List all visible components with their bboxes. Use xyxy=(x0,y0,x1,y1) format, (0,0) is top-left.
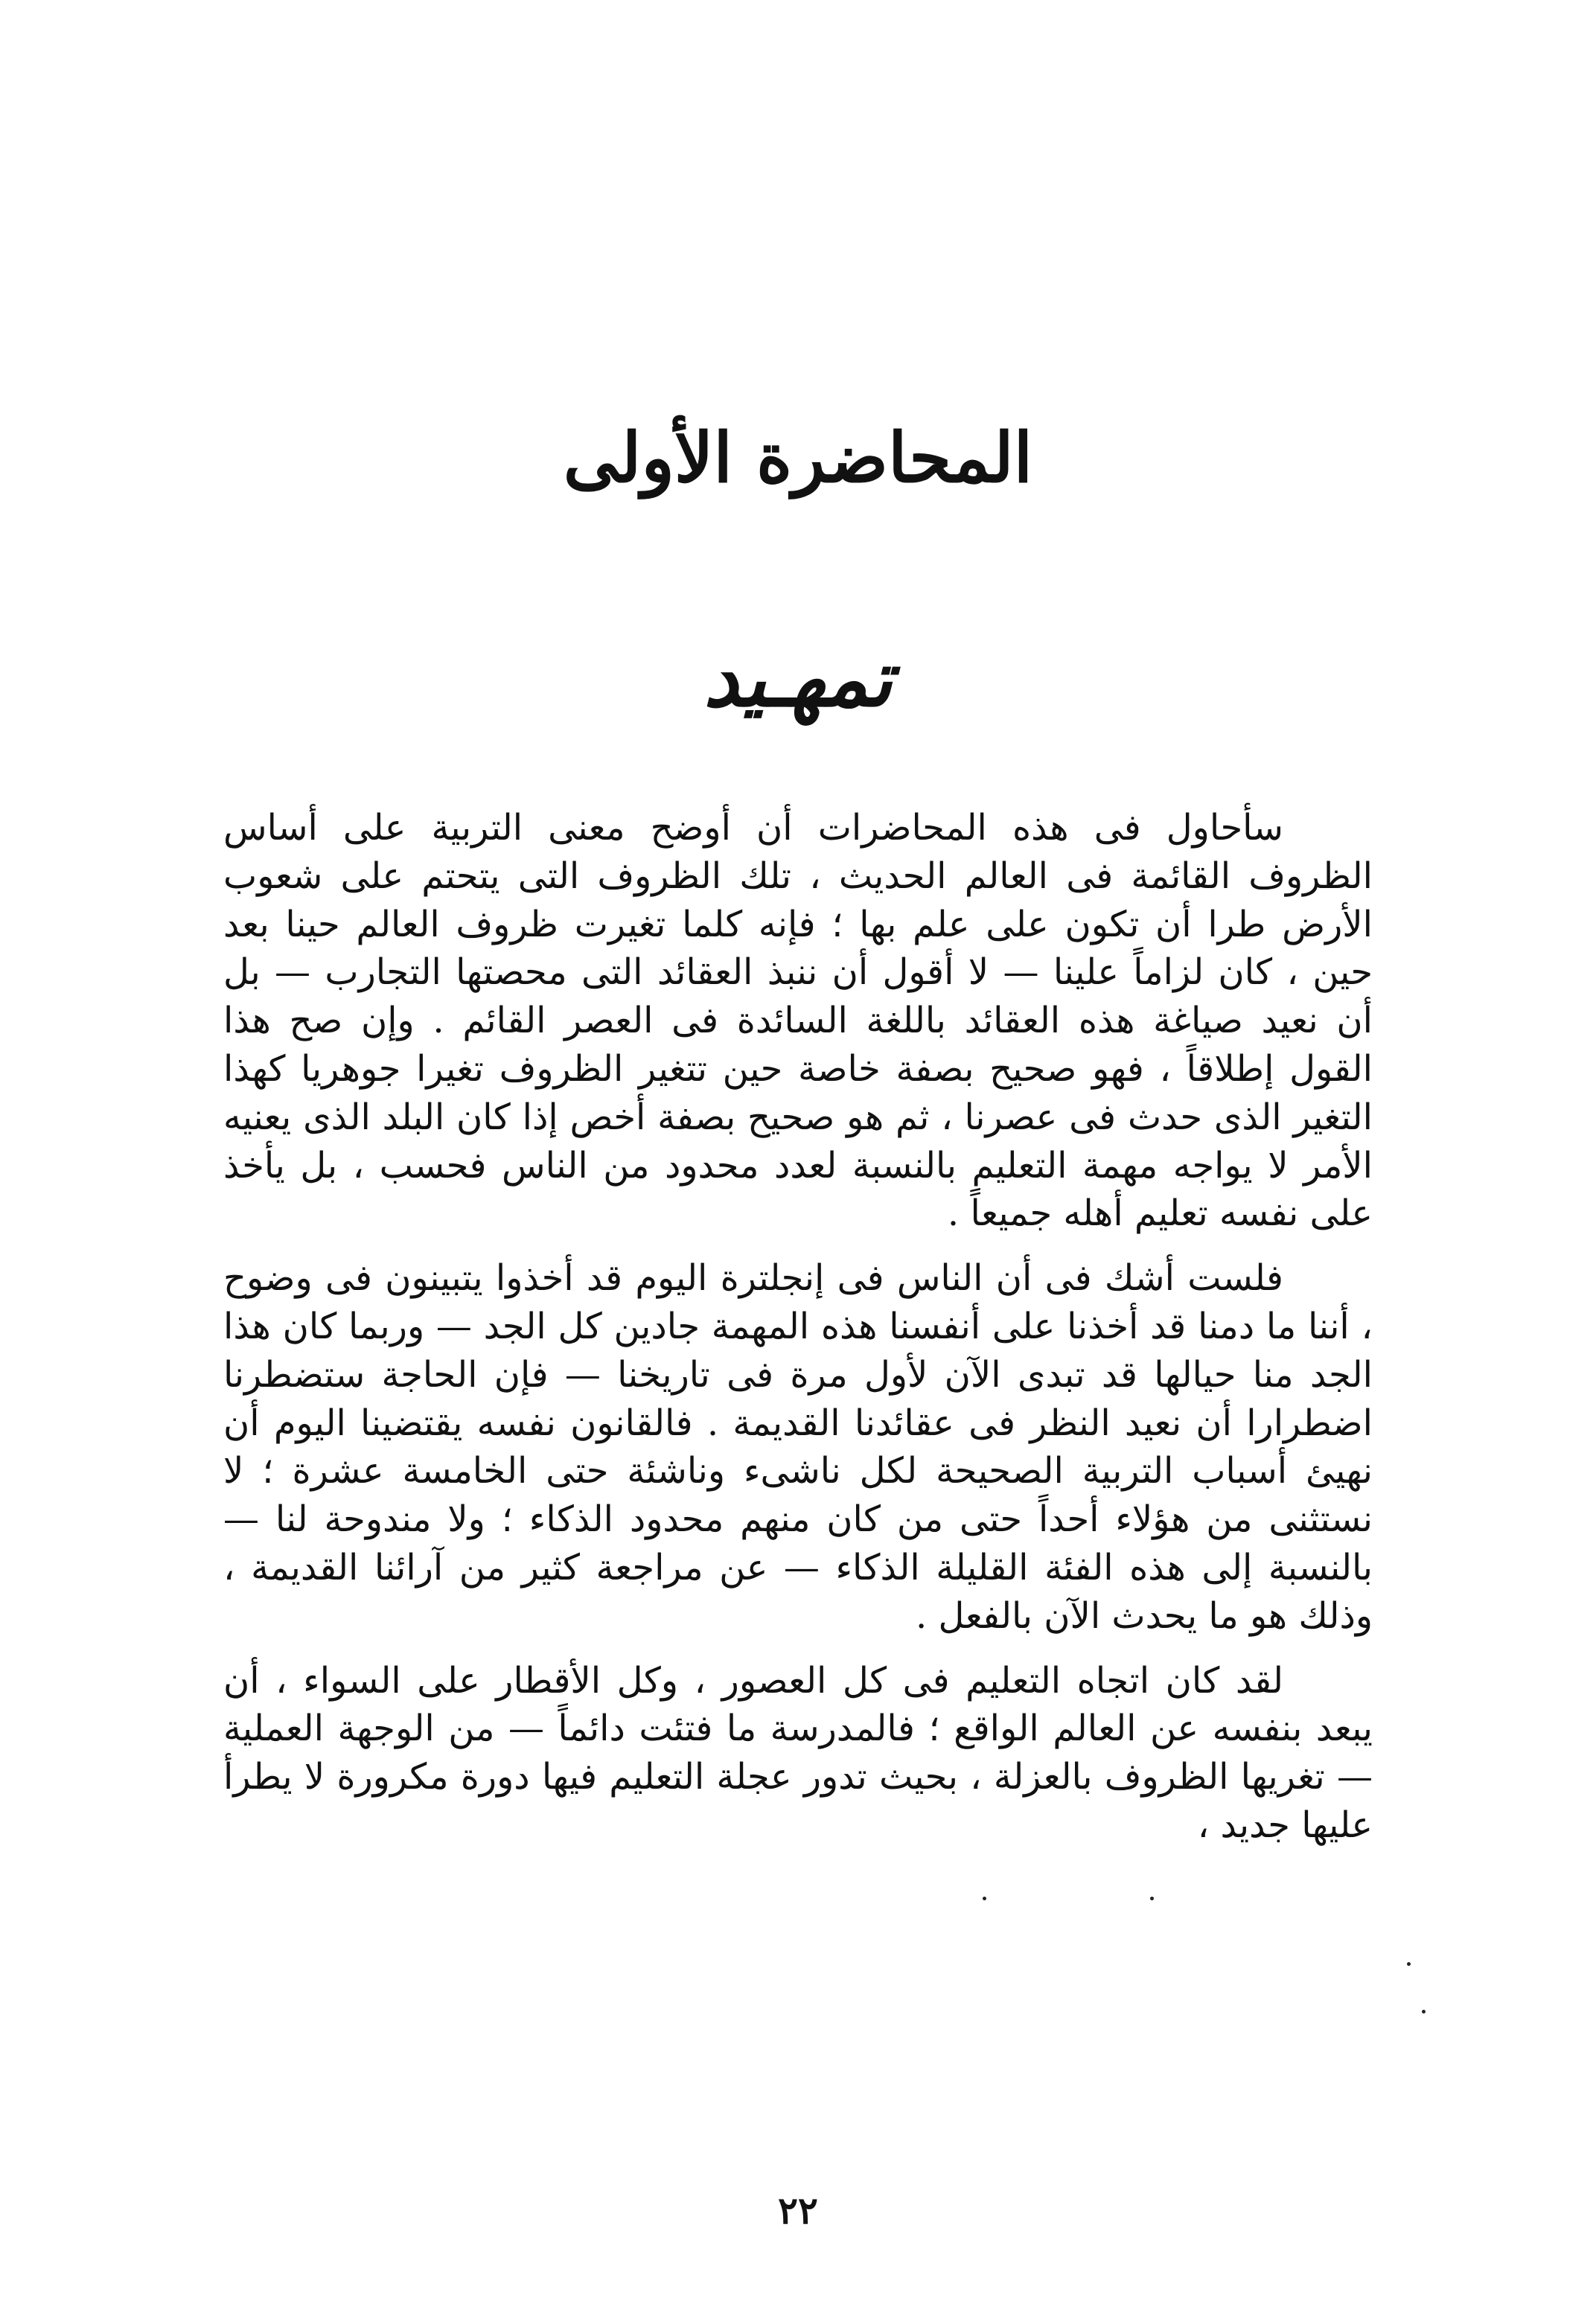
scan-speck xyxy=(983,1897,986,1900)
section-title: تمهـيد xyxy=(703,633,893,724)
scan-speck xyxy=(1422,2010,1426,2014)
page-number: ٢٢ xyxy=(778,2188,818,2232)
scan-speck xyxy=(1407,1962,1411,1966)
paragraph: لقد كان اتجاه التعليم فى كل العصور ، وكل الأقطار على السواء ، أن يبعد بنفسه عن العالم الواقع ؛ فالمدرسة ما فتئت دائماً — من الوجهة العملية — تغريها الظروف بالعزلة ، بحيث تدور عجلة التعليم فيها دورة مكرورة لا يطرأ عليها جديد ، xyxy=(223,1659,1373,1846)
paragraph: فلست أشك فى أن الناس فى إنجلترة اليوم قد أخذوا يتبينون فى وضوح ، أننا ما دمنا قد أخذنا على أنفسنا هذه المهمة جادين كل الجد — وربما كان هذا الجد منا حيالها قد تبدى الآن لأول مرة فى تاريخنا — فإن الحاجة ستضطرنا اضطرارا أن نعيد النظر فى عقائدنا القديمة . فالقانون نفسه يقتضينا اليوم أن نهيئ أسباب التربية الصحيحة لكل ناشىء وناشئة حتى الخامسة عشرة ؛ لا نستثنى من هؤلاء أحداً حتى من كان منهم محدود الذكاء ؛ ولا مندوحة لنا — بالنسبة إلى هذه الفئة القليلة الذكاء — عن مراجعة كثير من آرائنا القديمة ، وذلك هو ما يحدث الآن بالفعل . xyxy=(223,1257,1373,1637)
body-text xyxy=(223,804,1373,1866)
lecture-title: المحاضرة الأولى xyxy=(563,418,1033,498)
scan-speck xyxy=(1150,1897,1154,1900)
paragraph: سأحاول فى هذه المحاضرات أن أوضح معنى التربية على أساس الظروف القائمة فى العالم الحديث ، تلك الظروف التى يتحتم على شعوب الأرض طرا أن تكون على علم بها ؛ فإنه كلما تغيرت ظروف العالم حينا بعد حين ، كان لزاماً علينا — لا أقول أن ننبذ العقائد التى محصتها التجارب — بل أن نعيد صياغة هذه العقائد باللغة السائدة فى العصر القائم . وإن صح هذا القول إطلاقاً ، فهو صحيح بصفة خاصة حين تتغير الظروف تغيرا جوهريا كهذا التغير الذى حدث فى عصرنا ، ثم هو صحيح بصفة أخص إذا كان البلد الذى يعنيه الأمر لا يواجه مهمة التعليم بالنسبة لعدد محدود من الناس فحسب ، بل يأخذ على نفسه تعليم أهله جميعاً . xyxy=(223,807,1373,1235)
